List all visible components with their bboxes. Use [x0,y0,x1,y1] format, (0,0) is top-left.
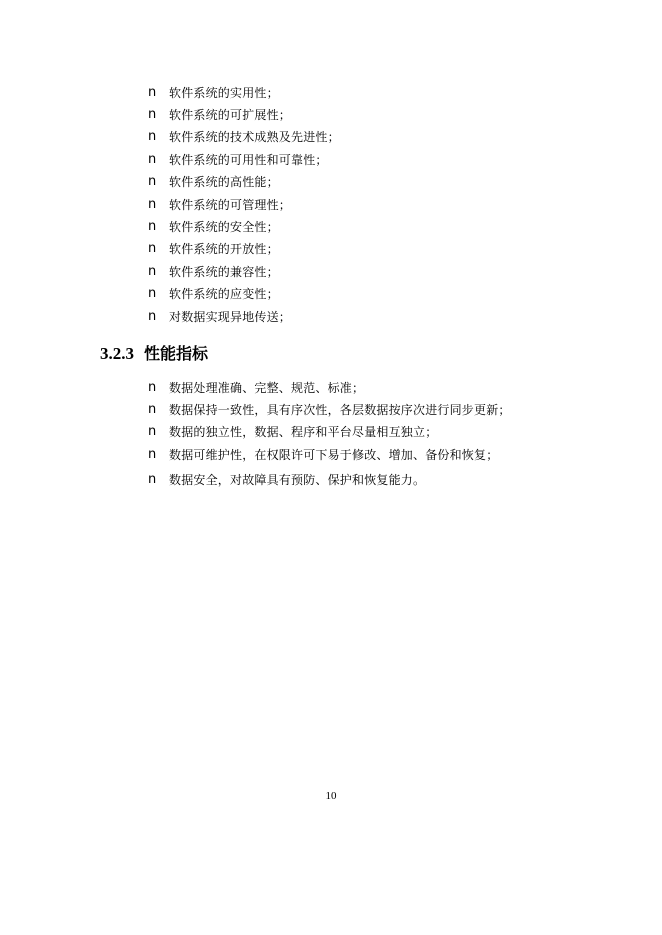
list-item-text: 软件系统的高性能； [169,175,279,190]
list-item [148,283,340,305]
list-item [148,376,511,398]
bullet-icon: n [148,219,157,235]
performance-items-list [148,376,511,493]
list-item [148,260,340,282]
page-number: 10 [325,790,337,802]
list-item-text: 数据安全，对故障具有预防、保护和恢复能力。 [169,472,426,487]
list-item-text: 软件系统的可扩展性； [169,108,292,123]
list-item-text: 软件系统的可用性和可靠性； [169,152,328,167]
list-item-text: 对数据实现异地传送； [169,309,292,324]
list-item-text: 软件系统的实用性； [169,85,279,100]
section-heading [100,341,208,364]
bullet-icon: n [148,107,157,123]
bullet-icon: n [148,174,157,190]
list-item [148,81,340,103]
bullet-icon: n [148,379,157,395]
list-item-text: 数据的独立性，数据、程序和平台尽量相互独立； [169,425,438,440]
bullet-icon: n [148,402,157,418]
list-item [148,466,511,493]
list-item-text: 软件系统的兼容性； [169,264,279,279]
list-item [148,421,511,443]
list-item [148,215,340,237]
bullet-icon: n [148,241,157,257]
list-item [148,238,340,260]
list-item-text: 数据处理准确、完整、规范、标准； [169,380,365,395]
bullet-icon: n [148,151,157,167]
bullet-icon: n [148,286,157,302]
software-requirements-list [148,81,340,327]
bullet-icon: n [148,84,157,100]
bullet-icon: n [148,196,157,212]
bullet-icon: n [148,424,157,440]
list-item-text: 软件系统的应变性； [169,287,279,302]
list-item [148,398,511,420]
list-item [148,305,340,327]
bullet-icon: n [148,446,157,462]
list-item-text: 软件系统的开放性； [169,242,279,257]
list-item [148,148,340,170]
list-item [148,171,340,193]
list-item [148,443,511,465]
list-item-text: 软件系统的安全性； [169,220,279,235]
bullet-icon: n [148,129,157,145]
list-item-text: 软件系统的可管理性； [169,197,292,212]
list-item-text: 数据保持一致性，具有序次性，各层数据按序次进行同步更新； [169,403,511,418]
bullet-icon: n [148,308,157,324]
list-item [148,126,340,148]
section-title: 性能指标 [144,344,209,363]
list-item [148,193,340,215]
list-item [148,103,340,125]
bullet-icon: n [148,263,157,279]
list-item-text: 数据可维护性，在权限许可下易于修改、增加、备份和恢复； [169,447,499,462]
list-item-text: 软件系统的技术成熟及先进性； [169,130,340,145]
section-number: 3.2.3 [100,344,134,363]
bullet-icon: n [148,471,157,487]
